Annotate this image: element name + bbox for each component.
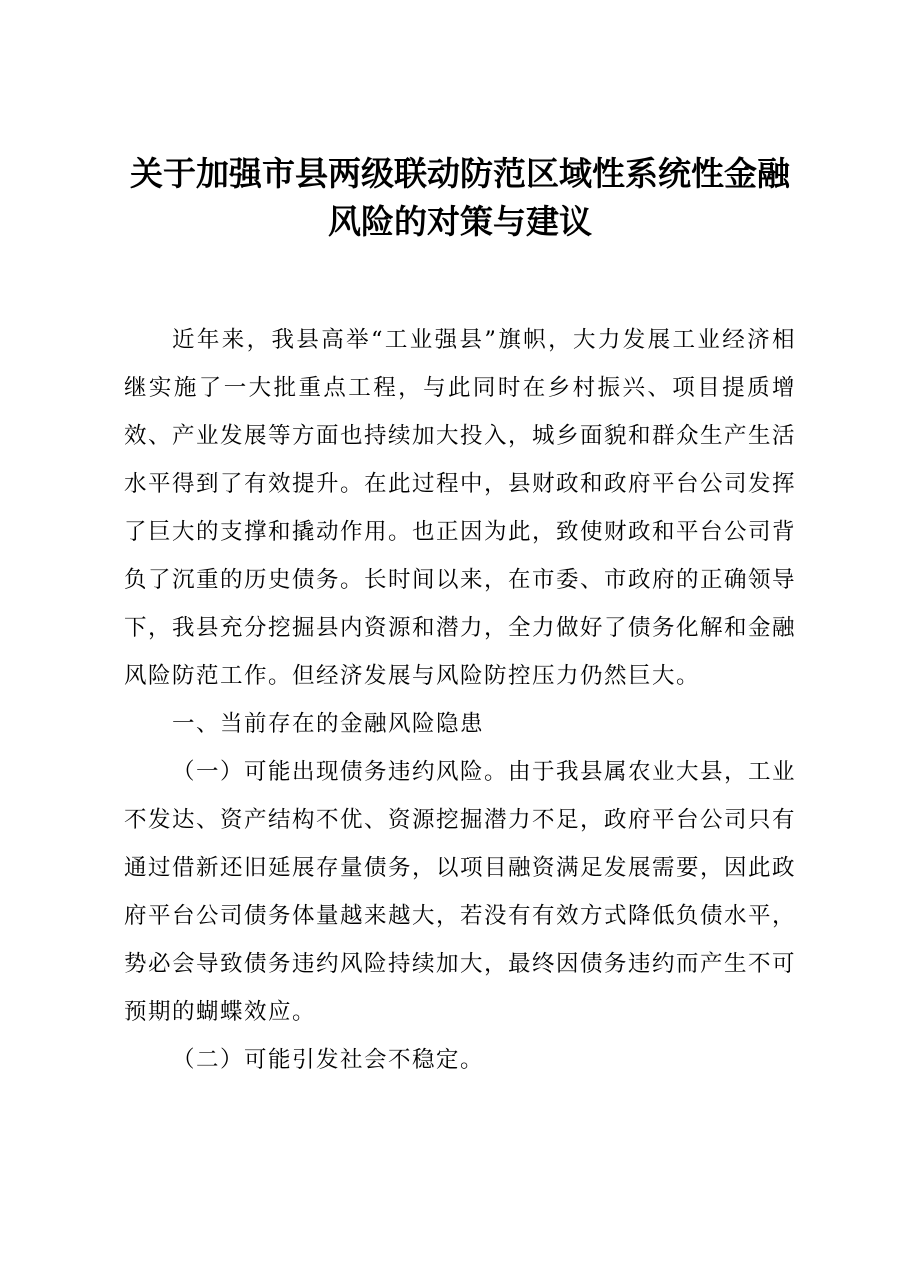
paragraph-subsection-2: （二）可能引发社会不稳定。 bbox=[172, 1047, 485, 1073]
paragraph-subsection-1: （一）可能出现债务违约风险。由于我县属农业大县，工业不发达、资产结构不优、资源挖掘潜力不足，政府平台公司只有通过借新还旧延展存量债务，以项目融资满足发展需要，因此政府平台公司债务体量越来越大，若没有有效方式降低负债水平，势必会导致债务违约风险持续加大，最终因债务违约而产生不可预期的蝴蝶效应。 bbox=[124, 759, 797, 1025]
document-title bbox=[124, 150, 796, 246]
document-page bbox=[124, 150, 796, 1084]
title-line-1: 关于加强市县两级联动防范区域性系统性金融 bbox=[130, 154, 790, 193]
title-line-2: 风险的对策与建议 bbox=[328, 202, 592, 241]
section-heading-1: 一、当前存在的金融风险隐患 bbox=[172, 711, 485, 737]
document-body bbox=[124, 316, 796, 1084]
paragraph-intro: 近年来，我县高举“工业强县”旗帜，大力发展工业经济相继实施了一大批重点工程，与此同时在乡村振兴、项目提质增效、产业发展等方面也持续加大投入，城乡面貌和群众生产生活水平得到了有效提升。在此过程中，县财政和政府平台公司发挥了巨大的支撑和撬动作用。也正因为此，致使财政和平台公司背负了沉重的历史债务。长时间以来，在市委、市政府的正确领导下，我县充分挖掘县内资源和潜力，全力做好了债务化解和金融风险防范工作。但经济发展与风险防控压力仍然巨大。 bbox=[124, 327, 797, 689]
